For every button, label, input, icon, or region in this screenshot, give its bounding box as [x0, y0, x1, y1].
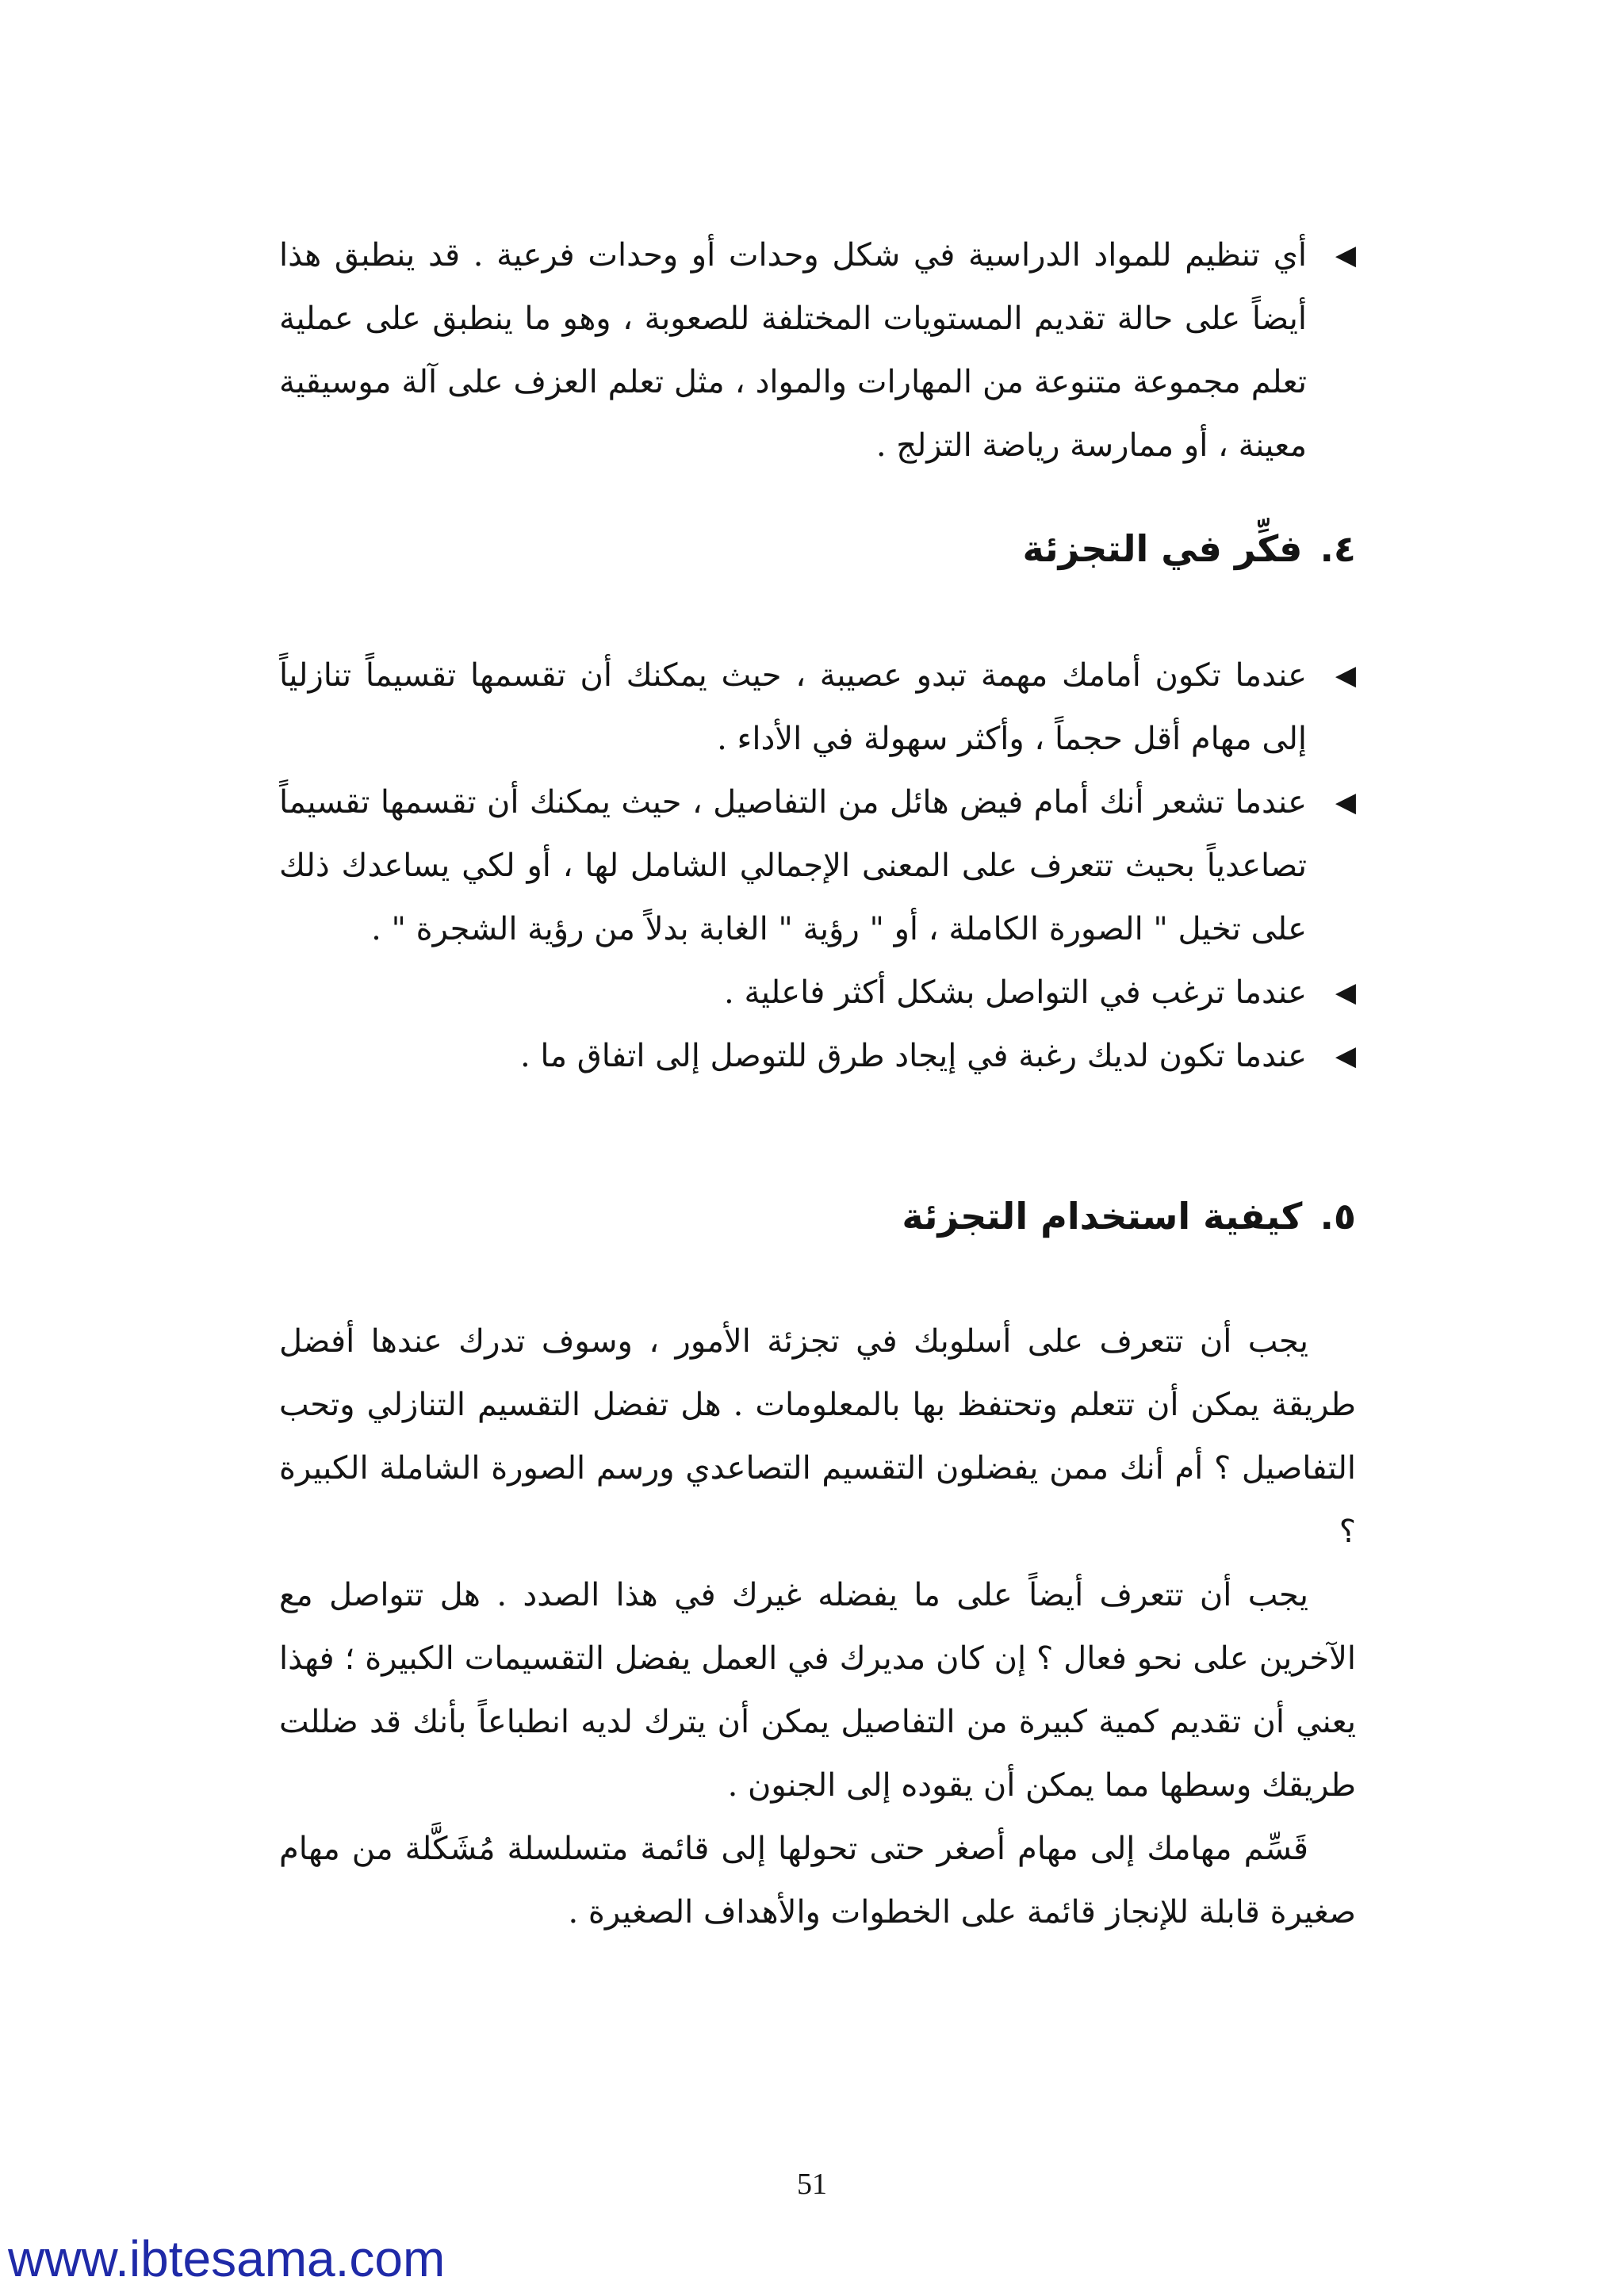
bullet-text: أي تنظيم للمواد الدراسية في شكل وحدات أو وحدات فرعية . قد ينطبق هذا أيضاً على حالة تقديم المستويات المختلفة للصعوبة ، وهو ما ينطبق على عملية تعلم مجموعة متنوعة من المهارات والمواد ، مثل تعلم العزف على آلة موسيقية معينة ، أو ممارسة رياضة التزلج . [279, 237, 1307, 464]
triangle-bullet-icon: ◀ [1335, 239, 1356, 271]
bullet-text: عندما تكون أمامك مهمة تبدو عصيبة ، حيث يمكنك أن تقسمها تقسيماً تنازلياً إلى مهام أقل حجماً ، وأكثر سهولة في الأداء . [279, 657, 1307, 757]
section-5-number: ٥. [1320, 1195, 1356, 1238]
triangle-bullet-icon: ◀ [1335, 786, 1356, 818]
section-5-heading [279, 1184, 1356, 1248]
list-item [279, 961, 1356, 1024]
page-number: 51 [797, 2168, 827, 2201]
top-bullet-list [279, 224, 1356, 477]
triangle-bullet-icon: ◀ [1335, 977, 1356, 1008]
list-item [279, 644, 1356, 771]
section-4-number: ٤. [1320, 527, 1356, 570]
bullet-text: عندما تكون لديك رغبة في إيجاد طرق للتوصل إلى اتفاق ما . [519, 1038, 1307, 1074]
list-item [279, 224, 1356, 477]
paragraph: يجب أن تتعرف أيضاً على ما يفضله غيرك في هذا الصدد . هل تتواصل مع الآخرين على نحو فعال ؟ إن كان مديرك في العمل يفضل التقسيمات الكبيرة ؛ فهذا يعني أن تقديم كمية كبيرة من التفاصيل يمكن أن يترك لديه انطباعاً بأنك قد ضللت طريقك وسطها مما يمكن أن يقوده إلى الجنون . [279, 1577, 1356, 1804]
paragraph: يجب أن تتعرف على أسلوبك في تجزئة الأمور ، وسوف تدرك عندها أفضل طريقة يمكن أن تتعلم وتحتفظ بها بالمعلومات . هل تفضل التقسيم التنازلي وتحب التفاصيل ؟ أم أنك ممن يفضلون التقسيم التصاعدي ورسم الصورة الشاملة الكبيرة ؟ [279, 1323, 1356, 1550]
triangle-bullet-icon: ◀ [1335, 660, 1356, 691]
watermark-url: www.ibtesama.com [8, 2230, 446, 2287]
section-5-body [279, 1310, 1356, 1944]
triangle-bullet-icon: ◀ [1335, 1040, 1356, 1072]
bullet-text: عندما تشعر أنك أمام فيض هائل من التفاصيل ، حيث يمكنك أن تقسمها تقسيماً تصاعدياً بحيث تتعرف على المعنى الإجمالي الشامل لها ، أو لكي يساعدك ذلك على تخيل " الصورة الكاملة ، أو " رؤية " الغابة بدلاً من رؤية الشجرة " . [279, 784, 1307, 947]
section-4-title: فكِّر في التجزئة [1022, 527, 1303, 570]
section-5-title: كيفية استخدام التجزئة [902, 1195, 1303, 1238]
bullet-text: عندما ترغب في التواصل بشكل أكثر فاعلية . [724, 974, 1307, 1011]
list-item [279, 1024, 1356, 1088]
section-4-bullet-list [279, 644, 1356, 1088]
paragraph: قَسِّم مهامك إلى مهام أصغر حتى تحولها إلى قائمة متسلسلة مُشَكَّلة من مهام صغيرة قابلة للإنجاز قائمة على الخطوات والأهداف الصغيرة . [279, 1831, 1356, 1931]
list-item [279, 771, 1356, 961]
section-4-heading [279, 517, 1356, 580]
